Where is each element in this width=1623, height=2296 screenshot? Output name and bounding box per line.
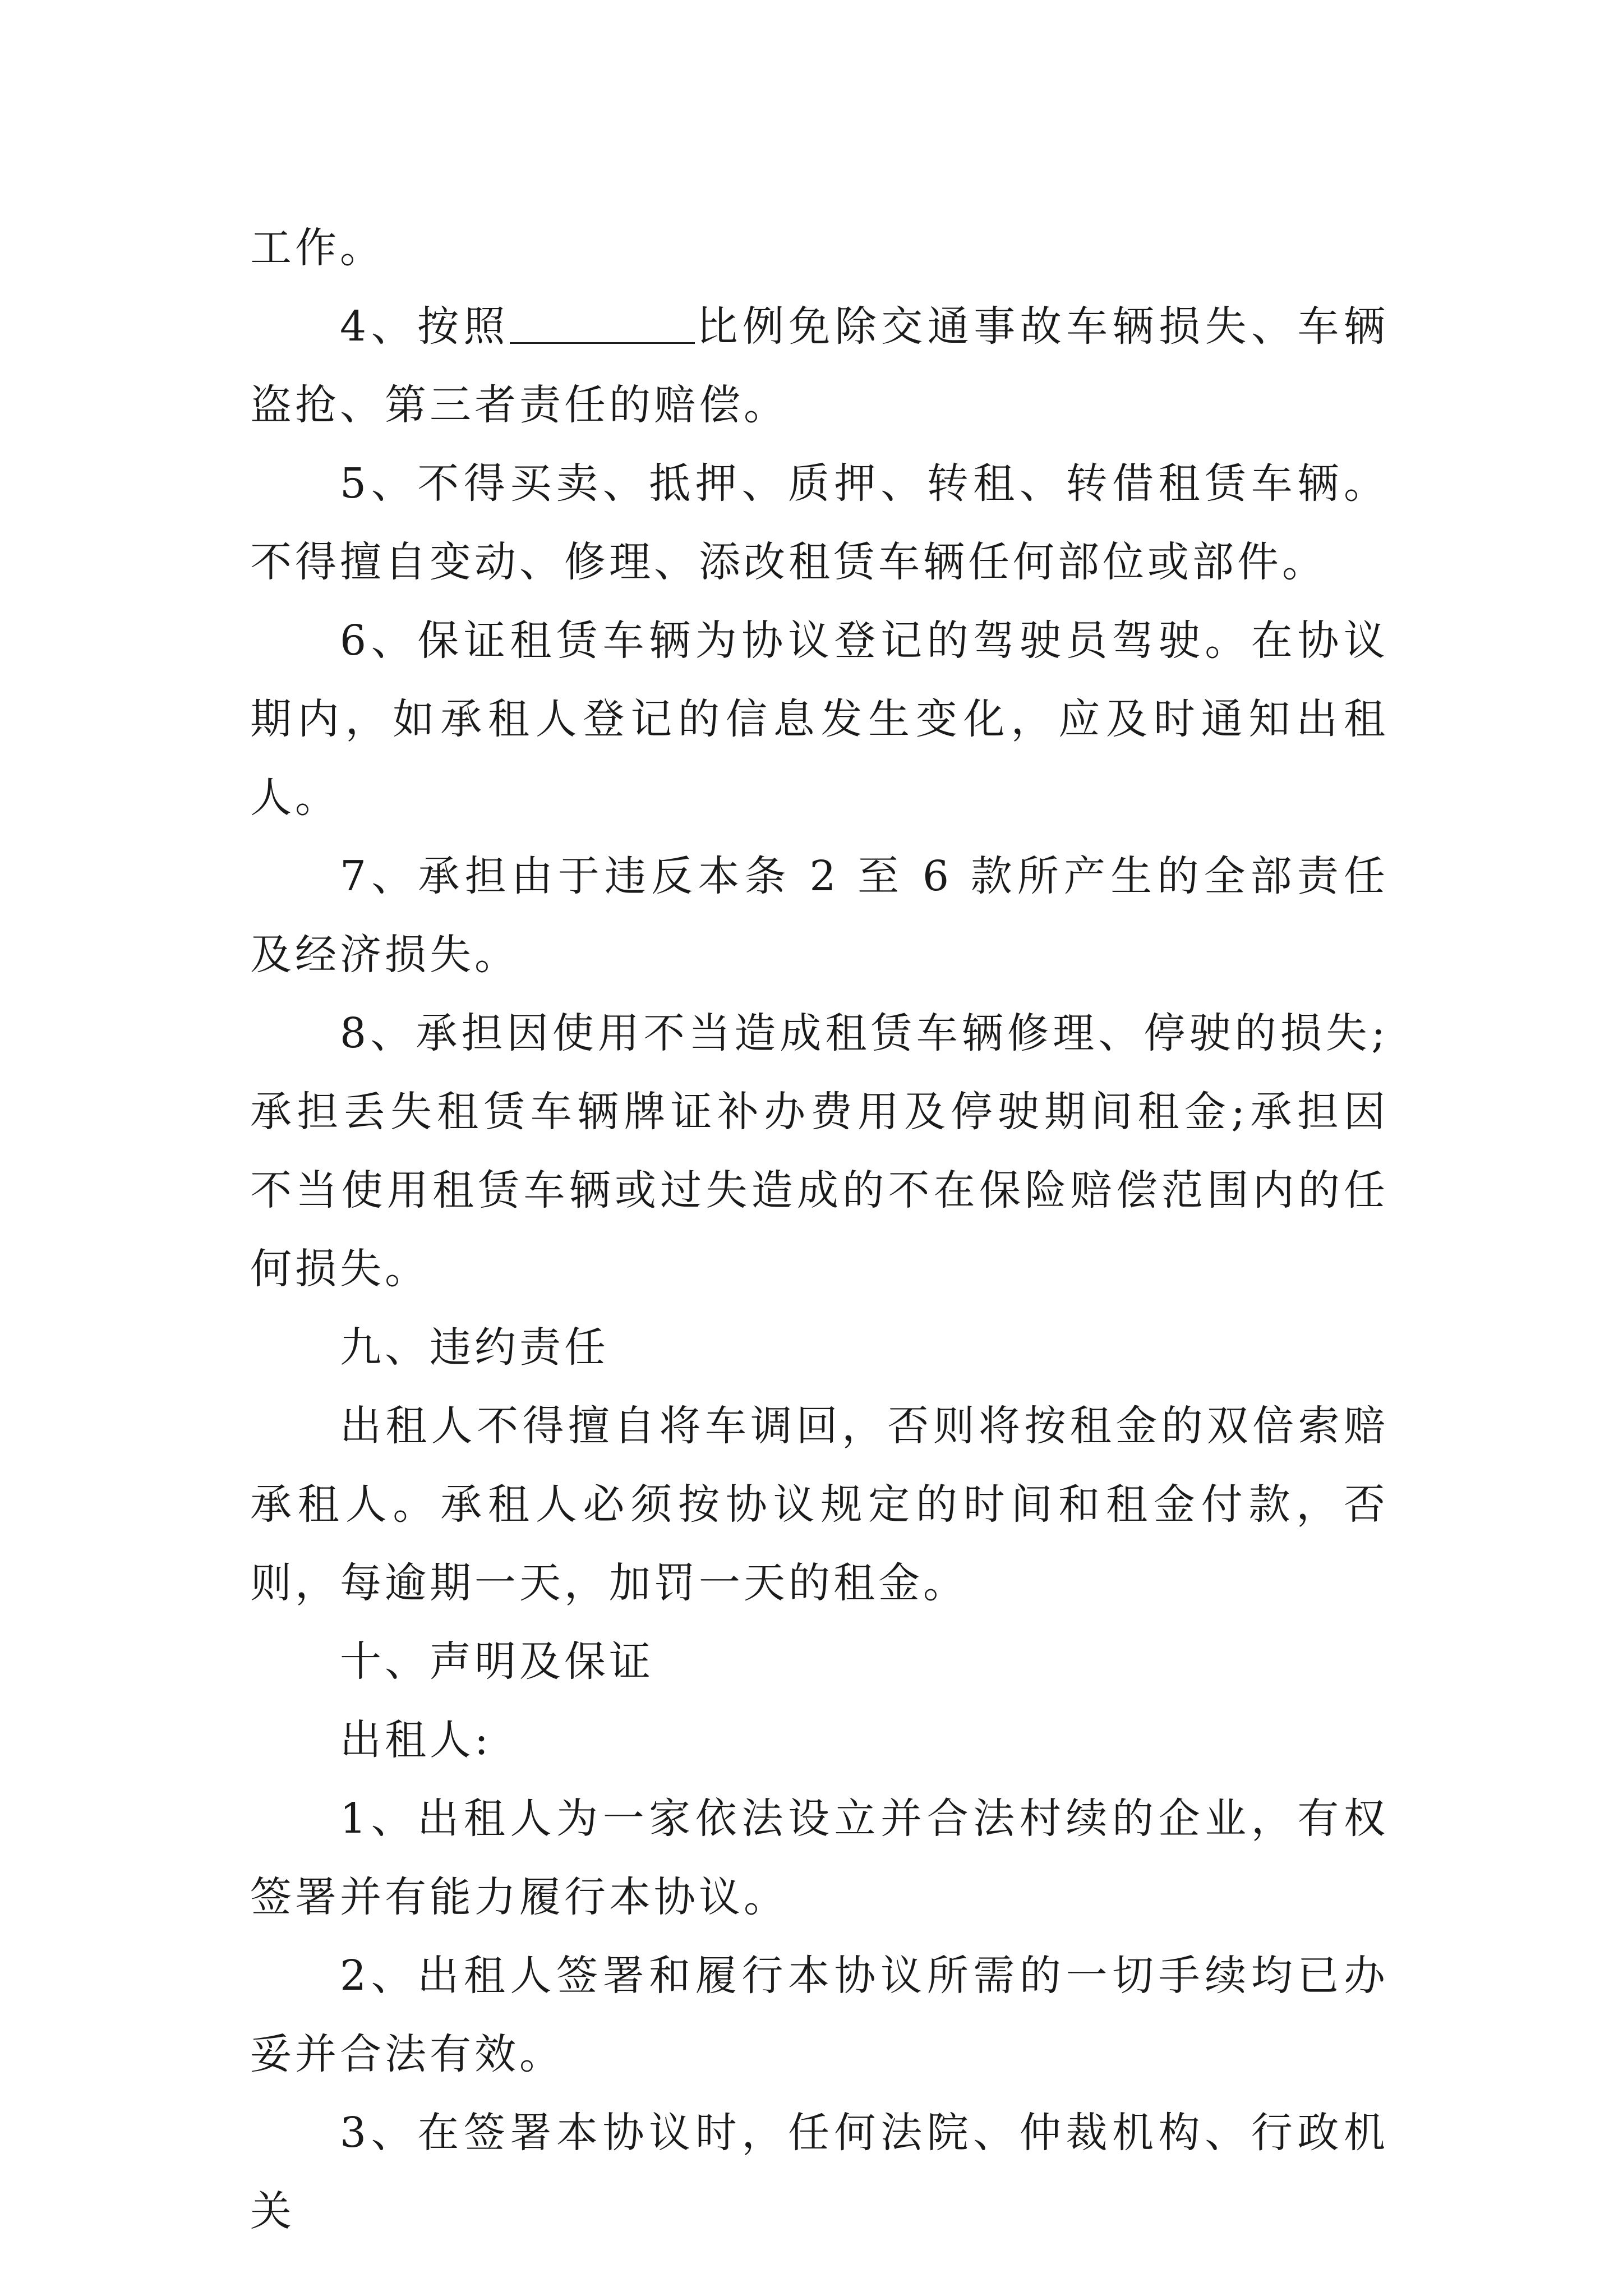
clause-item-8: 8、承担因使用不当造成租赁车辆修理、停驶的损失;承担丢失租赁车辆牌证补办费用及停驶期间租金;承担因不当使用租赁车辆或过失造成的不在保险赔偿范围内的任何损失。	[250, 1009, 1389, 1293]
fill-in-blank	[510, 303, 695, 344]
clause-item-4-suffix: 比例免除交通事故车辆损失、车辆盗抢、第三者责任的赔偿。	[250, 302, 1389, 429]
lessor-item-1: 1、出租人为一家依法设立并合法村续的企业，有权签署并有能力履行本协议。	[250, 1795, 1389, 1921]
section-heading-declarations: 十、声明及保证	[340, 1637, 654, 1686]
continuation-text: 工作。	[250, 224, 385, 272]
section-heading-breach: 九、违约责任	[340, 1323, 609, 1372]
clause-item-4-prefix: 4、按照	[340, 302, 510, 351]
section-breach-body: 出租人不得擅自将车调回，否则将按租金的双倍索赔承租人。承租人必须按协议规定的时间和租金付款，否则，每逾期一天，加罚一天的租金。	[250, 1402, 1389, 1607]
clause-item-4	[250, 287, 1389, 444]
lessor-item-2: 2、出租人签署和履行本协议所需的一切手续均已办妥并合法有效。	[250, 1952, 1389, 2078]
clause-item-6: 6、保证租赁车辆为协议登记的驾驶员驾驶。在协议期内，如承租人登记的信息发生变化，应及时通知出租人。	[250, 616, 1389, 822]
clause-item-5: 5、不得买卖、抵押、质押、转租、转借租赁车辆。不得擅自变动、修理、添改租赁车辆任何部位或部件。	[250, 459, 1389, 586]
clause-item-7: 7、承担由于违反本条 2 至 6 款所产生的全部责任及经济损失。	[250, 852, 1389, 979]
lessor-item-3: 3、在签署本协议时，任何法院、仲裁机构、行政机关	[250, 2109, 1389, 2235]
lessor-label: 出租人:	[340, 1716, 492, 1764]
document-body	[250, 209, 1389, 2251]
